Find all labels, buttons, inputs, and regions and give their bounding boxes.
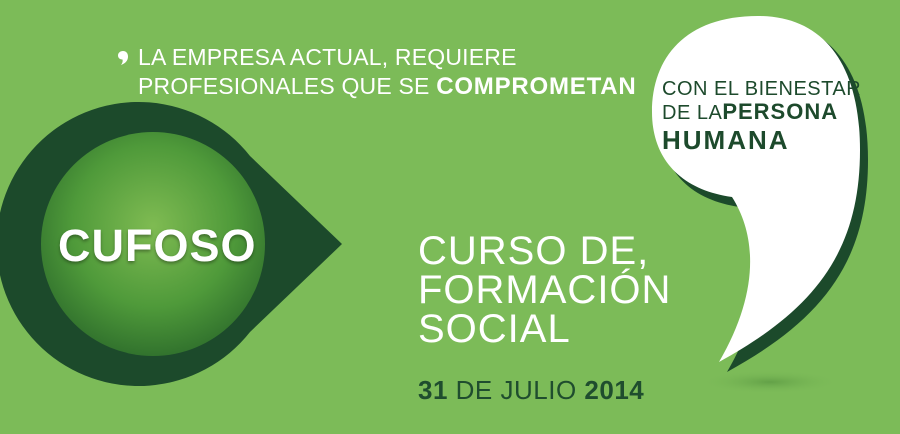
tagline-line1: LA EMPRESA ACTUAL, REQUIERE [138, 44, 517, 70]
tagline-highlight: COMPROMETAN [436, 73, 637, 100]
tagline-line2-prefix: PROFESIONALES QUE SE [138, 73, 430, 99]
comma-fill [652, 16, 860, 362]
quote-highlight: PERSONA [722, 99, 839, 124]
comma-bullet-icon [118, 51, 128, 65]
quote-line1: CON EL BIENESTAR [662, 78, 862, 100]
course-line3: SOCIAL [418, 307, 571, 351]
quote-text [662, 78, 861, 155]
quote-line2-prefix: DE LA [662, 102, 723, 124]
date-year: 2014 [584, 375, 645, 405]
course-title [418, 229, 672, 351]
tagline [138, 43, 637, 101]
comma-shadow [700, 370, 840, 394]
date-month: DE JULIO [455, 375, 577, 405]
quote-line3: HUMANA [662, 125, 790, 155]
logo-text: CUFOSO [58, 220, 257, 271]
quote-line2 [662, 100, 861, 125]
course-line1: CURSO DE, [418, 229, 650, 273]
course-line2: FORMACIÓN [418, 268, 672, 312]
event-date [418, 375, 644, 406]
tagline-line2 [138, 72, 637, 101]
date-day: 31 [418, 375, 448, 405]
